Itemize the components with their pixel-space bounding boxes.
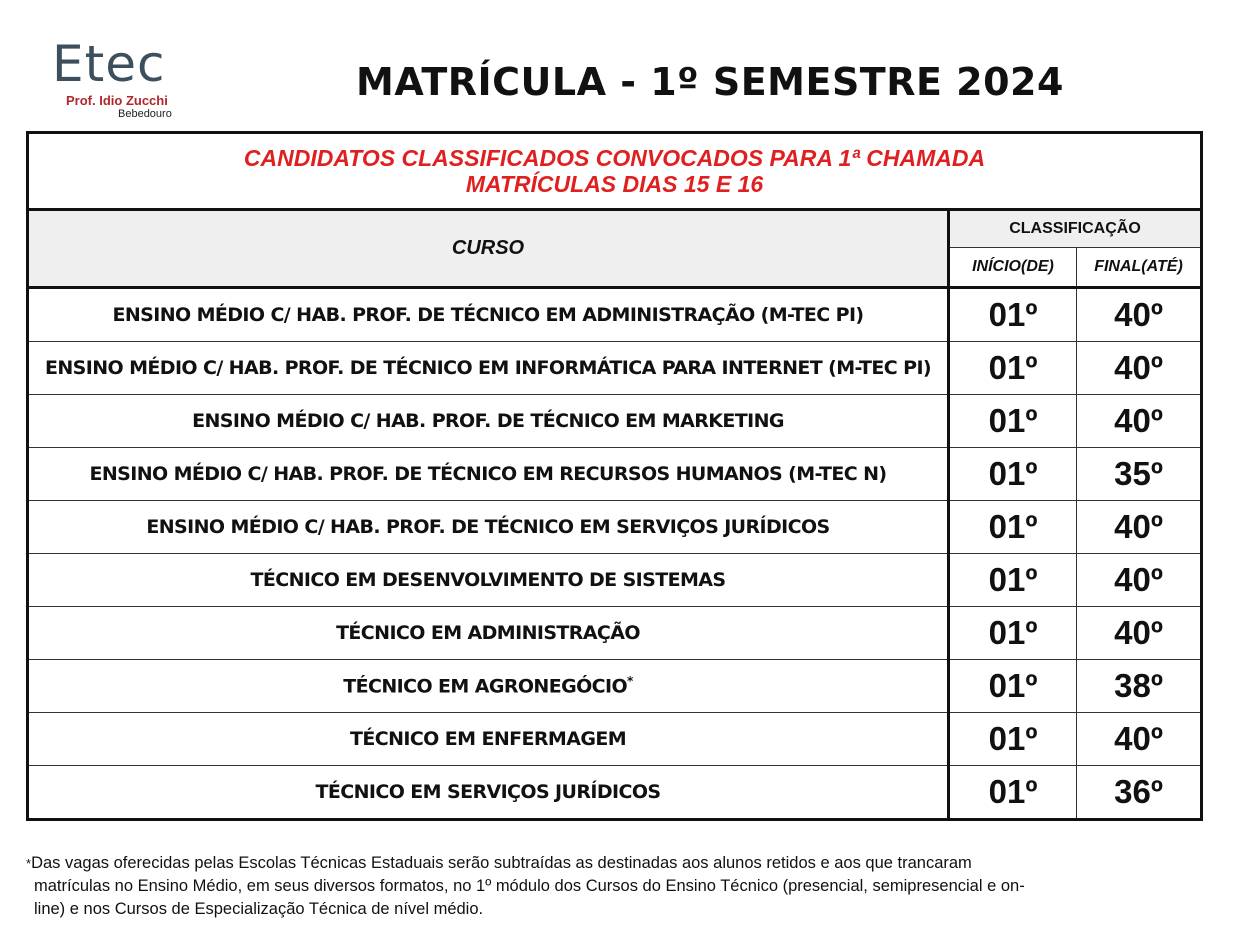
table-row [28, 713, 1202, 766]
logo-city: Bebedouro [118, 108, 172, 120]
footnote-marker: * [627, 674, 633, 689]
course-name: TÉCNICO EM ENFERMAGEM [28, 713, 949, 766]
rank-end: 40º [1077, 395, 1202, 448]
table-row [28, 554, 1202, 607]
table-row [28, 607, 1202, 660]
course-name: TÉCNICO EM DESENVOLVIMENTO DE SISTEMAS [28, 554, 949, 607]
logo-wordmark: Etec [52, 35, 166, 93]
rank-start: 01º [949, 554, 1077, 607]
course-name: TÉCNICO EM AGRONEGÓCIO [343, 675, 628, 698]
course-name: TÉCNICO EM SERVIÇOS JURÍDICOS [28, 766, 949, 820]
table-row [28, 288, 1202, 342]
rank-end: 40º [1077, 288, 1202, 342]
logo-school-name: Prof. Idio Zucchi [66, 93, 168, 108]
course-name: ENSINO MÉDIO C/ HAB. PROF. DE TÉCNICO EM INFORMÁTICA PARA INTERNET (M-TEC PI) [28, 342, 949, 395]
header-inicio: INÍCIO(DE) [949, 248, 1077, 288]
rank-end: 40º [1077, 554, 1202, 607]
rank-start: 01º [949, 607, 1077, 660]
banner-line-1: CANDIDATOS CLASSIFICADOS CONVOCADOS PARA 1ª CHAMADA [243, 145, 986, 171]
rank-end: 40º [1077, 501, 1202, 554]
banner-line-2: MATRÍCULAS DIAS 15 E 16 [465, 171, 764, 197]
rank-end: 36º [1077, 766, 1202, 820]
course-name: ENSINO MÉDIO C/ HAB. PROF. DE TÉCNICO EM SERVIÇOS JURÍDICOS [28, 501, 949, 554]
rank-start: 01º [949, 448, 1077, 501]
rank-start: 01º [949, 395, 1077, 448]
table-row [28, 660, 1202, 713]
footnote [26, 852, 1196, 921]
course-cell-agronegocio [28, 660, 949, 713]
course-name: ENSINO MÉDIO C/ HAB. PROF. DE TÉCNICO EM RECURSOS HUMANOS (M-TEC N) [28, 448, 949, 501]
table-row [28, 342, 1202, 395]
call-banner [28, 133, 1202, 210]
footnote-asterisk: * [26, 856, 32, 871]
rank-end: 40º [1077, 342, 1202, 395]
school-logo [52, 35, 192, 120]
rank-start: 01º [949, 766, 1077, 820]
table-row [28, 448, 1202, 501]
rank-start: 01º [949, 660, 1077, 713]
rank-end: 40º [1077, 713, 1202, 766]
header-final: FINAL(ATÉ) [1077, 248, 1202, 288]
header-classificacao: CLASSIFICAÇÃO [949, 210, 1202, 248]
course-name: TÉCNICO EM ADMINISTRAÇÃO [28, 607, 949, 660]
footnote-line-1: Das vagas oferecidas pelas Escolas Técnicas Estaduais serão subtraídas as destinadas aos alunos retidos e aos que trancaram [31, 854, 972, 872]
course-name: ENSINO MÉDIO C/ HAB. PROF. DE TÉCNICO EM ADMINISTRAÇÃO (M-TEC PI) [28, 288, 949, 342]
rank-start: 01º [949, 342, 1077, 395]
rank-end: 35º [1077, 448, 1202, 501]
table-row [28, 766, 1202, 820]
rank-end: 38º [1077, 660, 1202, 713]
rank-end: 40º [1077, 607, 1202, 660]
enrollment-table [26, 131, 1203, 821]
header-curso: CURSO [28, 210, 949, 288]
table-row [28, 501, 1202, 554]
rank-start: 01º [949, 501, 1077, 554]
course-name: ENSINO MÉDIO C/ HAB. PROF. DE TÉCNICO EM MARKETING [28, 395, 949, 448]
footnote-line-2: matrículas no Ensino Médio, em seus diversos formatos, no 1º módulo dos Cursos do Ensino Técnico (presencial, semipresencial e on- [34, 877, 1025, 895]
rank-start: 01º [949, 288, 1077, 342]
footnote-line-3: line) e nos Cursos de Especialização Técnica de nível médio. [34, 900, 484, 918]
page-title: MATRÍCULA - 1º SEMESTRE 2024 [356, 60, 1064, 104]
rank-start: 01º [949, 713, 1077, 766]
table-row [28, 395, 1202, 448]
